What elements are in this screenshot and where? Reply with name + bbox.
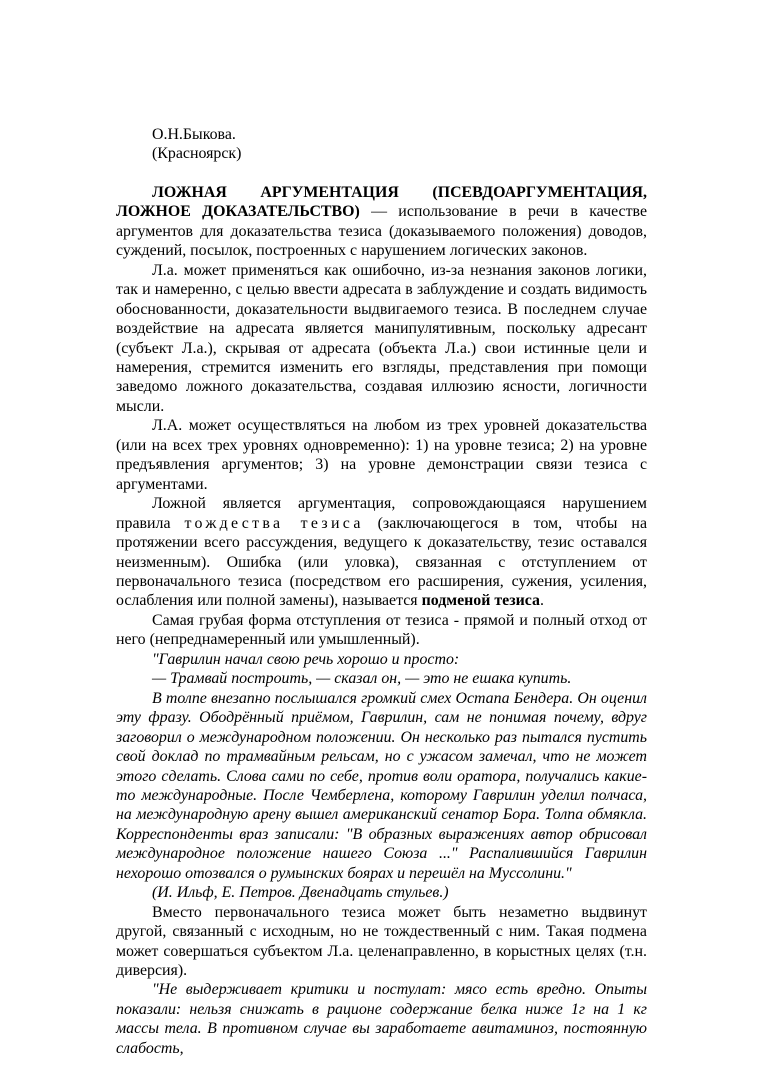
article-body <box>116 183 647 1058</box>
identity-rule-spaced: тождества тезиса <box>184 514 364 532</box>
document-page <box>116 125 647 1058</box>
author-name: О.Н.Быкова. <box>152 126 236 143</box>
author-location: (Красноярск) <box>152 145 242 163</box>
author-block <box>116 125 647 164</box>
paragraph-identity-rule <box>116 494 647 611</box>
identity-rule-end: . <box>539 592 544 610</box>
paragraph-rough-form: Самая грубая форма отступления от тезиса - прямой и полный отход от него (непреднамеренный или умышленный). <box>116 611 647 649</box>
definition-text: — использование в речи в качестве аргументов для доказательства тезиса (доказываемого положения) доводов, суждений, посылок, построенных с нарушением логических законов. <box>116 203 647 260</box>
identity-rule-lead: Ложной является аргументация, сопровождающаяся нарушением правила <box>116 495 647 532</box>
paragraph-levels: Л.А. может осуществляться на любом из трех уровней доказательства (или на всех трех уровнях одновременно): 1) на уровне тезиса; 2) на уровне предъявления аргументов; 3) на уровне демонстрации связи тезиса с аргументами. <box>116 417 647 493</box>
definition-paragraph <box>116 183 647 261</box>
paragraph-substitution: Вместо первоначального тезиса может быть незаметно выдвинут другой, связанный с исходным, но не тождественный с ним. Такая подмена может совершаться субъектом Л.а. целенаправленно, в корыстных целях (т.н. диверсия). <box>116 903 647 980</box>
quote-reference: (И. Ильф, Е. Петров. Двенадцать стульев.) <box>152 884 449 902</box>
quote-line-1: "Гаврилин начал свою речь хорошо и просто: <box>152 650 460 668</box>
quote-body: В толпе внезапно послышался громкий смех Остапа Бендера. Он оценил эту фразу. Ободрённый приёмом, Гаврилин, сам не понимая почему, вдруг заговорил о международном положении. Он несколько раз пытался пустить свой доклад по трамвайным рельсам, но с ужасом замечал, что не может этого сделать. Слова сами по себе, против воли оратора, получались какие-то международные. После Чемберлена, которому Гаврилин уделил полчаса, на международную арену вышел американский сенатор Бора. Толпа обмякла. Корреспонденты враз записали: "В образных выражениях автор обрисовал международное положение нашего Союза ..." Распалившийся Гаврилин нехорошо отозвался о румынских боярах и перешёл на Муссолини." <box>116 689 647 882</box>
quote-line-2: — Трамвай построить, — сказал он, — это не ешака купить. <box>152 670 572 688</box>
definition-term: ЛОЖНАЯ АРГУМЕНТАЦИЯ (ПСЕВДОАРГУМЕНТАЦИЯ, ЛОЖНОЕ ДОКАЗАТЕЛЬСТВО) <box>116 183 647 221</box>
identity-rule-mid: (заключающегося в том, чтобы на протяжении всего рассуждения, ведущего к доказательству, тезис оставался неизменным). Ошибка (или уловка), связанная с отступлением от первоначального тезиса (посредством его расширения, сужения, усиления, ослабления или полной замены), называется <box>116 514 647 610</box>
paragraph-usage: Л.а. может применяться как ошибочно, из-за незнания законов логики, так и намеренно, с целью ввести адресата в заблуждение и создать видимость обоснованности, доказательности выдвигаемого тезиса. В последнем случае воздействие на адресата является манипулятивным, поскольку адресант (субъект Л.а.), скрывая от адресата (объекта Л.а.) свои истинные цели и намерения, стремится изменить его взгляды, представления при помощи заведомо ложного доказательства, создавая иллюзию ясности, логичности мысли. <box>116 261 647 415</box>
identity-rule-term: подменой тезиса <box>421 592 540 610</box>
quote-meat: "Не выдерживает критики и постулат: мясо есть вредно. Опыты показали: нельзя снижать в рационе содержание белка ниже 1г на 1 кг массы тела. В противном случае вы заработаете авитаминоз, постоянную слабость, <box>116 981 647 1057</box>
